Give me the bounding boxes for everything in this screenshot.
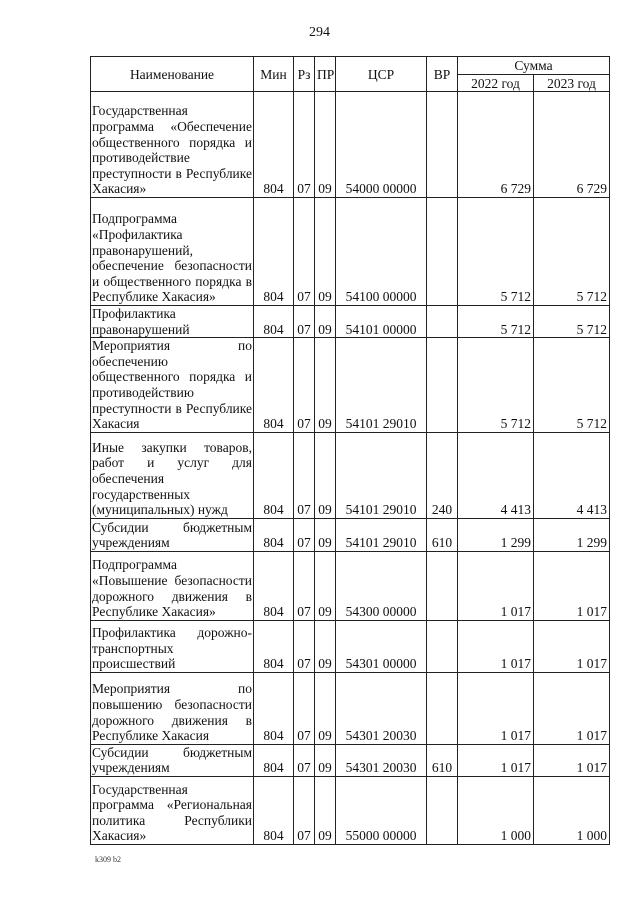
budget-table: [90, 56, 610, 845]
cell-y2022: 5 712: [458, 338, 534, 433]
header-pr: ПР: [315, 57, 336, 92]
cell-name: Профилактика правонарушений: [91, 306, 254, 338]
cell-csr: 55000 00000: [336, 776, 427, 844]
cell-rz: 07: [294, 518, 315, 551]
cell-y2022: 4 413: [458, 432, 534, 518]
cell-name: Государственная программа «Обеспечение общественного порядка и противодействие преступности в Республике Хакасия»: [91, 92, 254, 198]
cell-vr: [427, 776, 458, 844]
cell-y2022: 1 000: [458, 776, 534, 844]
cell-min: 804: [254, 92, 294, 198]
cell-min: 804: [254, 518, 294, 551]
cell-y2023: 5 712: [534, 198, 610, 306]
cell-rz: 07: [294, 432, 315, 518]
cell-y2023: 1 017: [534, 620, 610, 672]
cell-min: 804: [254, 432, 294, 518]
cell-y2023: 4 413: [534, 432, 610, 518]
cell-min: 804: [254, 620, 294, 672]
cell-min: 804: [254, 744, 294, 776]
cell-y2022: 1 017: [458, 551, 534, 620]
cell-pr: 09: [315, 620, 336, 672]
cell-rz: 07: [294, 198, 315, 306]
cell-csr: 54101 29010: [336, 518, 427, 551]
table-row: [91, 620, 610, 672]
table-body: [91, 92, 610, 845]
cell-min: 804: [254, 338, 294, 433]
table-row: [91, 518, 610, 551]
cell-y2023: 1 017: [534, 672, 610, 744]
cell-min: 804: [254, 672, 294, 744]
cell-pr: 09: [315, 92, 336, 198]
cell-rz: 07: [294, 551, 315, 620]
footer-code: k309 b2: [95, 855, 121, 864]
cell-name: Субсидии бюджетным учреждениям: [92, 744, 252, 776]
cell-y2022: 1 299: [458, 518, 534, 551]
cell-vr: [427, 92, 458, 198]
cell-name: Подпрограмма «Повышение безопасности дорожного движения в Республике Хакасия»: [91, 551, 254, 620]
cell-pr: 09: [315, 432, 336, 518]
cell-vr: 240: [427, 432, 458, 518]
cell-vr: 610: [427, 518, 458, 551]
cell-pr: 09: [315, 306, 336, 338]
cell-vr: [427, 306, 458, 338]
header-csr: ЦСР: [336, 57, 427, 92]
cell-rz: 07: [294, 306, 315, 338]
header-sum: Сумма: [458, 57, 610, 75]
cell-name: Субсидии бюджетным учреждениям: [92, 519, 252, 551]
cell-min: 804: [254, 776, 294, 844]
cell-y2022: 1 017: [458, 672, 534, 744]
cell-pr: 09: [315, 672, 336, 744]
cell-rz: 07: [294, 744, 315, 776]
table-row: [91, 744, 610, 776]
header-name: Наименование: [91, 57, 254, 92]
table-row: [91, 306, 610, 338]
cell-y2023: 1 299: [534, 518, 610, 551]
cell-pr: 09: [315, 518, 336, 551]
cell-vr: [427, 672, 458, 744]
cell-rz: 07: [294, 338, 315, 433]
cell-name: Профилактика дорожно-транспортных происшествий: [91, 620, 254, 672]
cell-y2023: 5 712: [534, 306, 610, 338]
cell-pr: 09: [315, 744, 336, 776]
cell-vr: [427, 620, 458, 672]
cell-name: Государственная программа «Региональная политика Республики Хакасия»: [91, 776, 254, 844]
cell-pr: 09: [315, 198, 336, 306]
cell-y2023: 6 729: [534, 92, 610, 198]
cell-pr: 09: [315, 776, 336, 844]
cell-y2023: 1 017: [534, 551, 610, 620]
cell-y2022: 1 017: [458, 744, 534, 776]
cell-rz: 07: [294, 672, 315, 744]
table-row: [91, 92, 610, 198]
cell-csr: 54000 00000: [336, 92, 427, 198]
cell-rz: 07: [294, 620, 315, 672]
header-vr: ВР: [427, 57, 458, 92]
cell-name: Мероприятия по повышению безопасности дорожного движения в Республике Хакасия: [91, 672, 254, 744]
cell-name: Мероприятия по обеспечению общественного порядка и противодействию преступности в Республике Хакасия: [92, 338, 252, 432]
cell-name: Подпрограмма «Профилактика правонарушений, обеспечение безопасности и общественного порядка в Республике Хакасия»: [91, 198, 254, 306]
header-rz: Рз: [294, 57, 315, 92]
cell-vr: [427, 198, 458, 306]
cell-y2022: 5 712: [458, 198, 534, 306]
cell-rz: 07: [294, 776, 315, 844]
cell-y2022: 5 712: [458, 306, 534, 338]
cell-vr: [427, 551, 458, 620]
cell-name: Иные закупки товаров, работ и услуг для обеспечения государственных (муниципальных) нужд: [91, 432, 254, 518]
cell-csr: 54101 00000: [336, 306, 427, 338]
cell-vr: 610: [427, 744, 458, 776]
cell-min: 804: [254, 198, 294, 306]
table-row: [91, 551, 610, 620]
table-row: [91, 198, 610, 306]
cell-y2023: 1 017: [534, 744, 610, 776]
cell-rz: 07: [294, 92, 315, 198]
cell-min: 804: [254, 551, 294, 620]
table-row: [91, 672, 610, 744]
cell-csr: 54300 00000: [336, 551, 427, 620]
cell-csr: 54301 20030: [336, 744, 427, 776]
table-row: [91, 776, 610, 844]
cell-csr: 54101 29010: [336, 338, 427, 433]
cell-y2022: 1 017: [458, 620, 534, 672]
cell-csr: 54100 00000: [336, 198, 427, 306]
page-number: 294: [309, 25, 330, 40]
cell-csr: 54101 29010: [336, 432, 427, 518]
cell-csr: 54301 20030: [336, 672, 427, 744]
header-min: Мин: [254, 57, 294, 92]
cell-csr: 54301 00000: [336, 620, 427, 672]
cell-y2022: 6 729: [458, 92, 534, 198]
table-row: [91, 432, 610, 518]
table-row: [91, 338, 610, 433]
cell-pr: 09: [315, 338, 336, 433]
cell-y2023: 5 712: [534, 338, 610, 433]
cell-pr: 09: [315, 551, 336, 620]
cell-vr: [427, 338, 458, 433]
cell-min: 804: [254, 306, 294, 338]
cell-y2023: 1 000: [534, 776, 610, 844]
header-year-2023: 2023 год: [534, 75, 610, 92]
header-year-2022: 2022 год: [458, 75, 534, 92]
